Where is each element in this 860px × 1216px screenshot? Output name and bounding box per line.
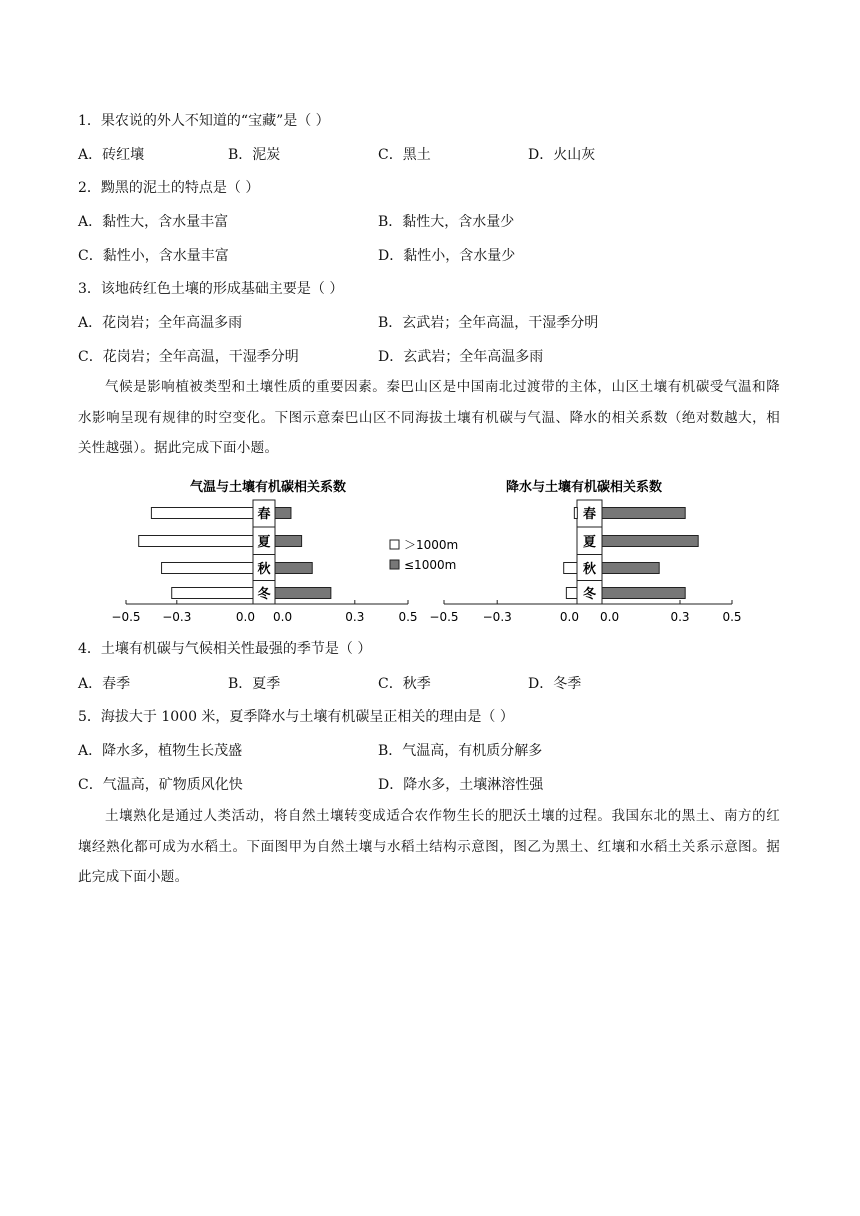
question-2-stem: 2．黝黑的泥土的特点是（ ） — [78, 180, 260, 196]
bar-above-1000m — [574, 508, 577, 519]
bar-below-1000m — [602, 508, 685, 519]
x-tick-label: 0.3 — [670, 610, 690, 624]
q5-option-c[interactable]: C．气温高，矿物质风化快 — [78, 777, 243, 793]
x-tick-label: 0.0 — [600, 610, 620, 624]
x-tick-label: −0.3 — [162, 610, 192, 624]
x-tick-label: 0.5 — [722, 610, 742, 624]
q4-option-b[interactable]: B．夏季 — [228, 676, 281, 692]
passage-2: 土壤熟化是通过人类活动，将自然土壤转变成适合农作物生长的肥沃土壤的过程。我国东北的黑土、南方的红壤经熟化都可成为水稻土。下面图甲为自然土壤与水稻土结构示意图，图乙为黑土、红壤和水稻土关系示意图。据此完成下面小题。 — [78, 808, 780, 885]
x-tick-label: −0.5 — [429, 610, 459, 624]
bar-below-1000m — [275, 563, 312, 574]
q1-option-d[interactable]: D．火山灰 — [528, 147, 596, 163]
q1-option-b[interactable]: B．泥炭 — [228, 147, 281, 163]
q5-option-b[interactable]: B．气温高，有机质分解多 — [378, 743, 543, 759]
q2-option-a[interactable]: A．黏性大，含水量丰富 — [78, 214, 229, 230]
bar-below-1000m — [275, 536, 302, 547]
bar-below-1000m — [602, 563, 659, 574]
q3-option-d[interactable]: D．玄武岩；全年高温多雨 — [378, 349, 544, 365]
q3-option-a[interactable]: A．花岗岩；全年高温多雨 — [78, 315, 243, 331]
question-4-stem: 4．土壤有机碳与气候相关性最强的季节是（ ） — [78, 641, 372, 657]
bar-below-1000m — [275, 508, 291, 519]
question-1-stem: 1．果农说的外人不知道的“宝藏”是（ ） — [78, 113, 330, 129]
bar-above-1000m — [564, 563, 577, 574]
x-tick-label: 0.3 — [345, 610, 365, 624]
q4-option-a[interactable]: A．春季 — [78, 676, 131, 692]
legend-swatch-below — [390, 560, 399, 569]
chart-title: 气温与土壤有机碳相关系数 — [189, 480, 347, 495]
category-label-1: 夏 — [582, 535, 597, 550]
question-5-stem: 5．海拔大于 1000 米，夏季降水与土壤有机碳呈正相关的理由是（ ） — [78, 709, 514, 725]
x-tick-label: −0.5 — [111, 610, 141, 624]
category-label-3: 冬 — [257, 587, 271, 602]
category-label-0: 春 — [257, 507, 271, 522]
q5-option-a[interactable]: A．降水多，植物生长茂盛 — [78, 743, 243, 759]
q2-option-b[interactable]: B．黏性大，含水量少 — [378, 214, 515, 230]
bar-below-1000m — [602, 588, 685, 599]
question-3-stem: 3．该地砖红色土壤的形成基础主要是（ ） — [78, 281, 344, 297]
bar-above-1000m — [151, 508, 253, 519]
q2-option-d[interactable]: D．黏性小，含水量少 — [378, 248, 516, 264]
bar-below-1000m — [602, 536, 698, 547]
bar-above-1000m — [566, 588, 577, 599]
chart-title: 降水与土壤有机碳相关系数 — [505, 480, 663, 495]
bar-above-1000m — [139, 536, 253, 547]
q3-option-b[interactable]: B．玄武岩；全年高温，干湿季分明 — [378, 315, 599, 331]
q3-option-c[interactable]: C．花岗岩；全年高温，干湿季分明 — [78, 349, 299, 365]
q1-option-c[interactable]: C．黑土 — [378, 147, 431, 163]
passage-1: 气候是影响植被类型和土壤性质的重要因素。秦巴山区是中国南北过渡带的主体，山区土壤有机碳受气温和降水影响呈现有规律的时空变化。下图示意秦巴山区不同海拔土壤有机碳与气温、降水的相关系数（绝对数越大，相关性越强）。据此完成下面小题。 — [78, 379, 780, 456]
category-label-2: 秋 — [257, 562, 271, 577]
q4-option-c[interactable]: C．秋季 — [378, 676, 431, 692]
chart-legend — [390, 538, 458, 572]
bar-above-1000m — [162, 563, 253, 574]
x-tick-label: 0.0 — [559, 610, 579, 624]
bar-above-1000m — [172, 588, 253, 599]
q5-option-d[interactable]: D．降水多，土壤淋溶性强 — [378, 777, 544, 793]
q2-option-c[interactable]: C．黏性小，含水量丰富 — [78, 248, 229, 264]
precipitation-correlation-chart — [429, 479, 741, 624]
bar-below-1000m — [275, 588, 331, 599]
x-tick-label: 0.0 — [273, 610, 293, 624]
category-label-1: 夏 — [257, 535, 271, 550]
legend-label-above: ＞1000m — [404, 538, 459, 552]
q1-option-a[interactable]: A．砖红壤 — [78, 147, 145, 163]
legend-swatch-above — [390, 540, 399, 549]
temperature-correlation-chart — [111, 479, 417, 624]
x-tick-label: 0.0 — [235, 610, 255, 624]
x-tick-label: −0.3 — [482, 610, 512, 624]
category-label-0: 春 — [582, 507, 597, 522]
legend-label-below: ≤1000m — [404, 558, 457, 572]
x-tick-label: 0.5 — [398, 610, 418, 624]
q4-option-d[interactable]: D．冬季 — [528, 676, 582, 692]
category-label-2: 秋 — [582, 562, 597, 577]
category-label-3: 冬 — [582, 587, 597, 602]
